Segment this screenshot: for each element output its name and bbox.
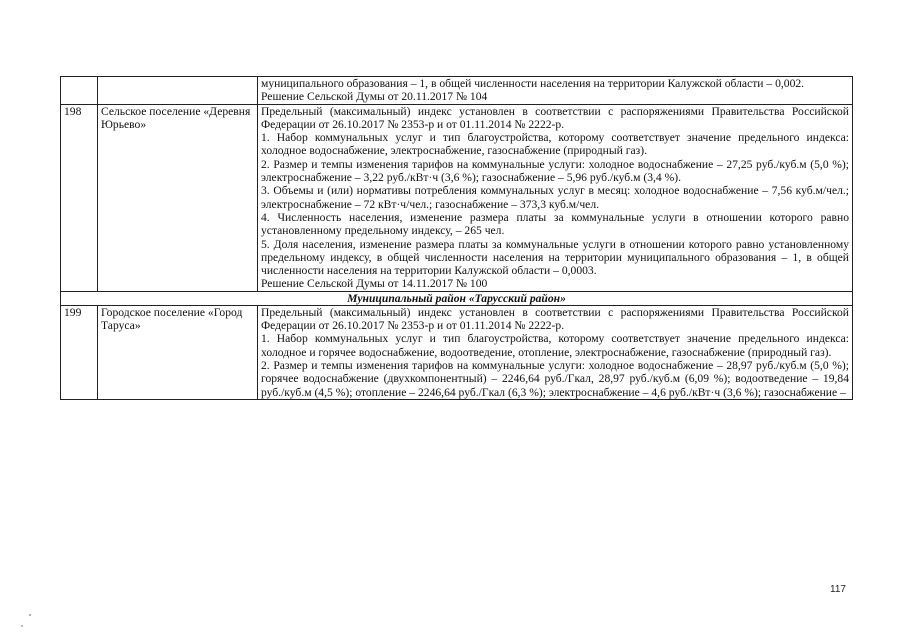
region-header: Муниципальный район «Тарусский район» [61,291,853,305]
decision-reference: Решение Сельской Думы от 14.11.2017 № 100 [261,277,488,291]
paragraph: муниципального образования – 1, в общей численности населения на территории Калужской области – 0,002. [261,77,805,90]
row-content [258,305,853,399]
paragraph: Предельный (максимальный) индекс установлен в соответствии с распоряжениями Правительства Российской Федерации от 26.10.2017 № 2353-р и от 01.11.2014 № 2222-р. [261,104,849,131]
table-row [61,104,853,291]
row-number [61,77,98,105]
settlement-name: Городское поселение «Город Таруса» [98,305,258,399]
region-header-row [61,291,853,305]
row-content [258,77,853,105]
paragraph: 1. Набор коммунальных услуг и тип благоустройства, которому соответствует значение предельного индекса: холодное и горячее водоснабжение, водоотведение, отопление, электроснабжение, газоснабжение (природный газ). [261,332,849,359]
table-row [61,305,853,399]
paragraph: 1. Набор коммунальных услуг и тип благоустройства, которому соответствует значение предельного индекса: холодное водоснабжение, электроснабжение, газоснабжение (природный газ). [261,131,849,158]
paragraph: 4. Численность населения, изменение размера платы за коммунальные услуги в отношении которого равно установленному предельному индексу, – 265 чел. [261,210,849,238]
row-number: 199 [61,305,98,399]
settlement-name: Сельское поселение «Деревня Юрьево» [98,104,258,291]
paragraph: 2. Размер и темпы изменения тарифов на коммунальные услуги: холодное водоснабжение – 28,97 руб./куб.м (5,0 %); горячее водоснабжение (двухкомпонентный) – 2246,64 руб./Гкал, 28,97 руб./куб.м (6,09 %); водоотведение – 19,84 руб./куб.м (4,5 %); отопление – 2246,64 руб./Гкал (6,3 %); электроснабжение – 4,6 руб./кВт·ч (3,6 %); газоснабжение – [261,358,849,399]
paragraph: 3. Объемы и (или) нормативы потребления коммунальных услуг в месяц: холодное водоснабжение – 7,56 куб.м/чел.; электроснабжение – 72 кВт·ч/чел.; газоснабжение – 373,3 куб.м/чел. [261,184,849,211]
settlement-name [98,77,258,105]
paragraph: 5. Доля населения, изменение размера платы за коммунальные услуги в отношении которого равно установленному предельному индексу, в общей численности населения на территории муниципального образования – 1, в общей численности населения на территории Калужской области – 0,0003. [261,237,849,278]
paragraph: 2. Размер и темпы изменения тарифов на коммунальные услуги: холодное водоснабжение – 27,25 руб./куб.м (5,0 %); электроснабжение – 3,22 руб./кВт·ч (3,6 %); газоснабжение – 5,96 руб./куб.м (3,4 %). [261,157,849,185]
tariff-table [60,76,853,400]
paragraph: Предельный (максимальный) индекс установлен в соответствии с распоряжениями Правительства Российской Федерации от 26.10.2017 № 2353-р и от 01.11.2014 № 2222-р. [261,305,849,333]
scan-speck [29,614,31,616]
scan-speck [21,625,23,627]
page-number: 117 [830,584,846,595]
row-number: 198 [61,104,98,291]
row-content [258,104,853,291]
decision-reference: Решение Сельской Думы от 20.11.2017 № 104 [261,90,488,104]
table-row [61,77,853,105]
